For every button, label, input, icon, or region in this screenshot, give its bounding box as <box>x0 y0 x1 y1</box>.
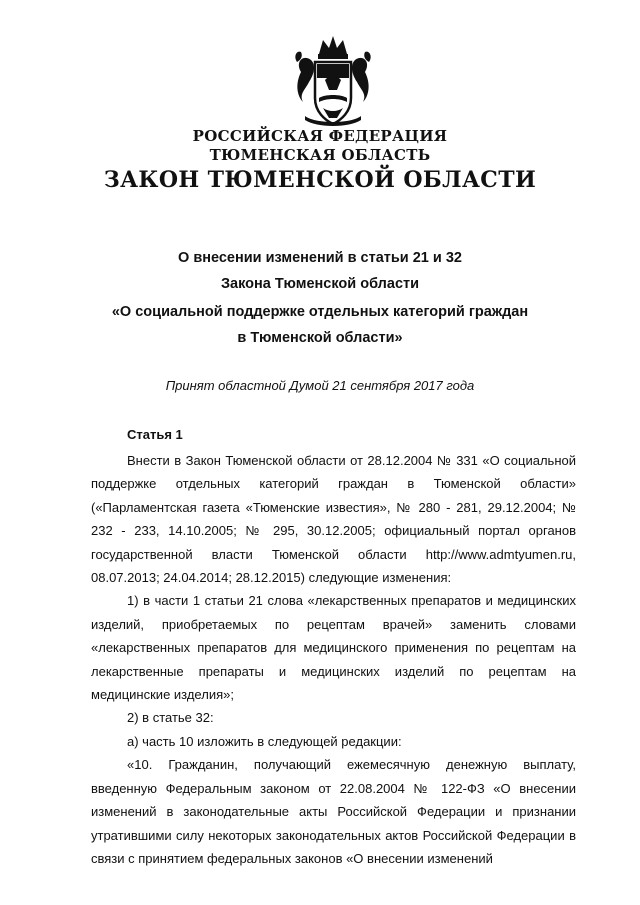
title-line-3: «О социальной поддержке отдельных категорий граждан <box>111 304 529 320</box>
article-heading: Статья 1 <box>127 427 183 442</box>
article-paragraph: а) часть 10 изложить в следующей редакции: <box>127 733 402 749</box>
coat-of-arms-emblem <box>291 32 375 132</box>
article-body <box>91 449 576 870</box>
country-heading: РОССИЙСКАЯ ФЕДЕРАЦИЯ <box>192 127 448 145</box>
region-heading: ТЮМЕНСКАЯ ОБЛАСТЬ <box>209 146 431 164</box>
article-paragraph: Внести в Закон Тюменской области от 28.12.2004 № 331 «О социальной поддержке отдельных категорий граждан в Тюменской области» («Парламентская газета «Тюменские известия», № 280 - 281, 29.12.2004; № 232 - 233, 14.10.2005; № 295, 30.12.2005; официальный портал органов государственной власти Тюменской области http://www.admtyumen.ru, 08.07.2013; 24.04.2014; 28.12.2015) следующие изменения: <box>91 453 576 586</box>
adoption-note: Принят областной Думой 21 сентября 2017 года <box>165 378 475 393</box>
document-type-heading: ЗАКОН ТЮМЕНСКОЙ ОБЛАСТИ <box>103 167 537 193</box>
article-paragraph: 1) в части 1 статьи 21 слова «лекарственных препаратов и медицинских изделий, приобретаемых по рецептам врачей» заменить словами «лекарственных препаратов для медицинского применения по рецептам на лекарственные препараты и медицинских изделий по рецептам на медицинские изделия»; <box>91 593 576 703</box>
title-line-4: в Тюменской области» <box>237 330 403 346</box>
article-paragraph: 2) в статье 32: <box>127 710 214 726</box>
article-paragraph: «10. Гражданин, получающий ежемесячную денежную выплату, введенную Федеральным законом от 22.08.2004 № 122-ФЗ «О внесении изменений в законодательные акты Российской Федерации и признании утратившими силу некоторых законодательных актов Российской Федерации в связи с принятием федеральных законов «О внесении изменений <box>91 757 576 866</box>
title-line-2: Закона Тюменской области <box>220 276 420 292</box>
title-line-1: О внесении изменений в статьи 21 и 32 <box>178 250 462 266</box>
